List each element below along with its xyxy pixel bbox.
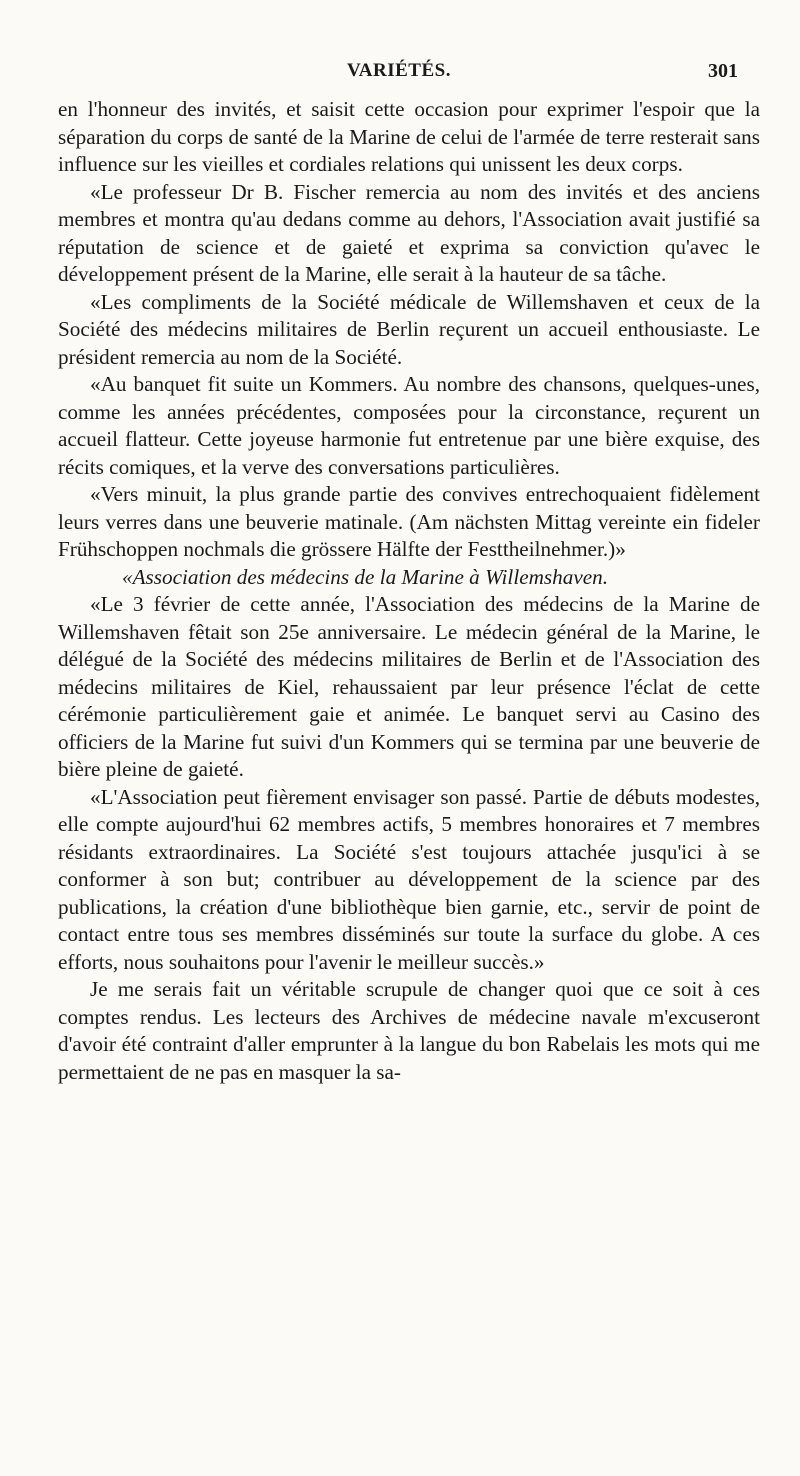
paragraph-4: «Au banquet fit suite un Kommers. Au nombre des chansons, quelques-unes, comme les années précédentes, composées pour la circonstance, reçurent un accueil flatteur. Cette joyeuse harmonie fut entretenue par une bière exquise, des récits comiques, et la verve des conversations particulières. — [58, 372, 760, 479]
page-header — [58, 58, 740, 88]
paragraph-7: «L'Association peut fièrement envisager son passé. Partie de débuts modestes, elle compte aujourd'hui 62 membres actifs, 5 membres honoraires et 7 membres résidants extraordinaires. La Société s'est toujours attachée jusqu'ici à se conformer à son but; contribuer au développement de la science par des publications, la création d'une bibliothèque bien garnie, etc., servir de point de contact entre tous ses membres disséminés sur toute la surface du globe. A ces efforts, nous souhaitons pour l'avenir le meilleur succès.» — [58, 784, 760, 974]
paragraph-8: Je me serais fait un véritable scrupule de changer quoi que ce soit à ces comptes rendus. Les lecteurs des Archives de médecine navale m'excuseront d'avoir été contraint d'aller emprunter à la langue du bon Rabelais les mots qui me permettaient de ne pas en masquer la sa- — [58, 977, 760, 1084]
page-number: 301 — [708, 60, 738, 82]
page-body — [58, 96, 760, 1086]
paragraph-3: «Les compliments de la Société médicale de Willemshaven et ceux de la Société des médecins militaires de Berlin reçurent un accueil enthousiaste. Le président remercia au nom de la Société. — [58, 289, 760, 369]
paragraph-5: «Vers minuit, la plus grande partie des convives entrechoquaient fidèlement leurs verres dans une beuverie matinale. (Am nächsten Mittag vereinte ein fideler Frühschoppen nochmals die grössere Hälfte der Festtheilnehmer.)» — [58, 482, 760, 561]
paragraph-2: «Le professeur Dr B. Fischer remercia au nom des invités et des anciens membres et montra qu'au dedans comme au dehors, l'Association avait justifié sa réputation de science et de gaieté et exprima sa conviction qu'avec le développement présent de la Marine, elle serait à la hauteur de sa tâche. — [58, 179, 760, 286]
running-title: VARIÉTÉS. — [347, 60, 451, 81]
paragraph-6: «Le 3 février de cette année, l'Association des médecins de la Marine de Willemshaven fêtait son 25e anniversaire. Le médecin général de la Marine, le délégué de la Société des médecins militaires de Berlin et de l'Association des médecins militaires de Kiel, rehaussaient par leur présence l'éclat de cette cérémonie particulièrement gaie et animée. Le banquet servi au Casino des officiers de la Marine fut suivi d'un Kommers qui se termina par une beuverie de bière pleine de gaieté. — [58, 592, 760, 781]
section-heading: «Association des médecins de la Marine à Willemshaven. — [122, 564, 609, 589]
paragraph-1: en l'honneur des invités, et saisit cette occasion pour exprimer l'espoir que la séparation du corps de santé de la Marine de celui de l'armée de terre resterait sans influence sur les vieilles et cordiales relations qui unissent les deux corps. — [58, 97, 760, 176]
